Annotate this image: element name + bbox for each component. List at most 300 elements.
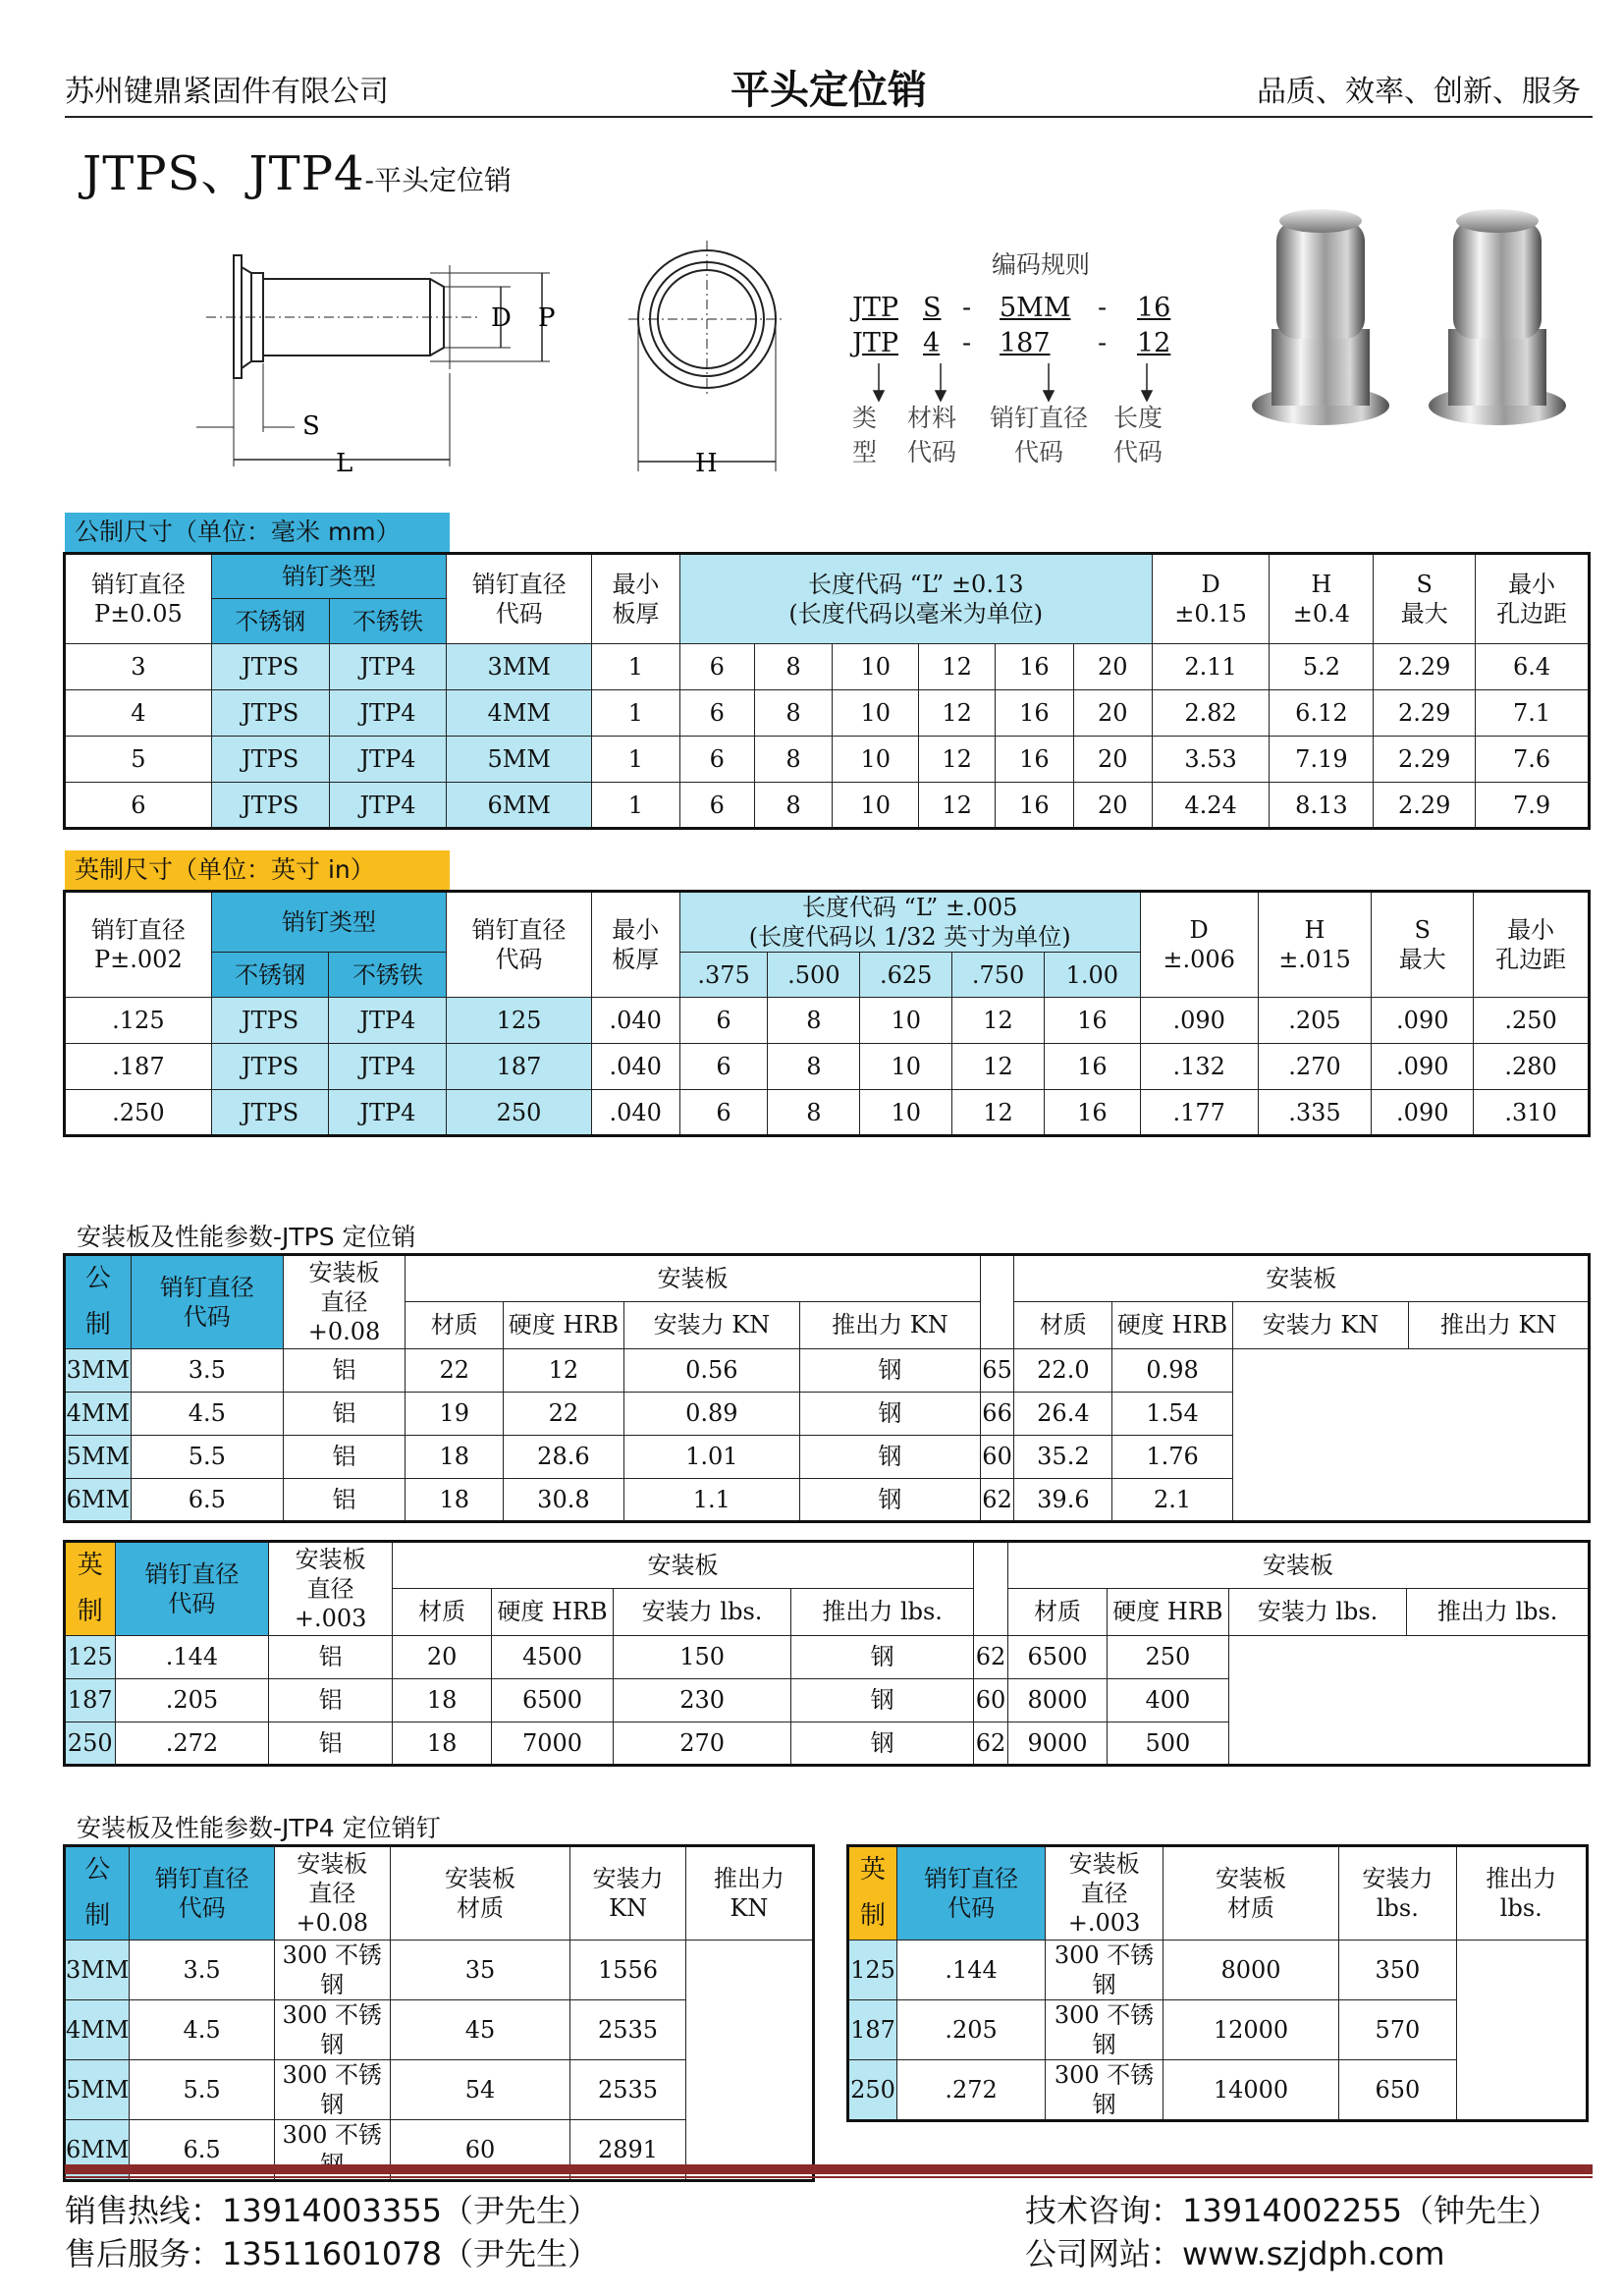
table-cell: .250 bbox=[1474, 998, 1590, 1044]
table-cell: 650 bbox=[1339, 2059, 1456, 2120]
table-row bbox=[848, 1999, 1588, 2059]
table-cell: 0.98 bbox=[1112, 1348, 1232, 1392]
table-cell: 18 bbox=[393, 1678, 492, 1722]
hdr-dia: 安装板 直径 +0.08 bbox=[274, 1846, 390, 1941]
table-row bbox=[65, 1090, 1590, 1136]
table-cell: .205 bbox=[1258, 998, 1372, 1044]
table-cell: JTP4 bbox=[329, 644, 447, 690]
table-row bbox=[65, 1940, 814, 1999]
hdr-code: 销钉直径 代码 bbox=[447, 892, 592, 998]
hdr-mat: 材质 bbox=[1008, 1588, 1108, 1635]
table-cell: 铝 bbox=[283, 1435, 405, 1478]
table-cell: 10 bbox=[833, 783, 919, 829]
table-cell: 19 bbox=[406, 1392, 504, 1435]
table-cell: 6.5 bbox=[130, 2119, 274, 2180]
jtps-imperial-table bbox=[63, 1540, 1591, 1767]
side-label: 英 制 bbox=[848, 1846, 897, 1941]
hdr-l4: 1.00 bbox=[1044, 953, 1140, 998]
hdr-l2: .625 bbox=[860, 953, 952, 998]
table-cell: 45 bbox=[390, 1999, 569, 2059]
hdr-dia: 安装板 直径 +.003 bbox=[1046, 1846, 1163, 1941]
product-name: JTPS、JTP4 bbox=[82, 146, 365, 201]
hdr-si: 不锈铁 bbox=[329, 953, 447, 998]
table-cell: 2.29 bbox=[1374, 737, 1476, 783]
table-cell: 1 bbox=[592, 690, 680, 737]
table-cell: 20 bbox=[393, 1635, 492, 1678]
table-cell: .040 bbox=[591, 1090, 679, 1136]
table-cell: 4 bbox=[65, 690, 212, 737]
jtps-metric-table bbox=[63, 1253, 1591, 1523]
table-cell: 钢 bbox=[800, 1348, 981, 1392]
table-cell: 铝 bbox=[283, 1348, 405, 1392]
table-cell: 12 bbox=[919, 783, 996, 829]
table-cell: 18 bbox=[406, 1478, 504, 1521]
hdr-hrb: 硬度 HRB bbox=[504, 1301, 623, 1348]
table-cell: 12 bbox=[919, 644, 996, 690]
side-label: 公 制 bbox=[65, 1255, 132, 1349]
table-cell: 5.5 bbox=[130, 2059, 274, 2119]
table-cell: 2535 bbox=[570, 2059, 686, 2119]
table-cell: 4.5 bbox=[130, 1999, 274, 2059]
table-row bbox=[65, 1722, 1590, 1765]
table-cell: 铝 bbox=[269, 1678, 393, 1722]
table-cell: .335 bbox=[1258, 1090, 1372, 1136]
table-cell: JTP4 bbox=[329, 1044, 447, 1090]
coding-part: 16 bbox=[1137, 293, 1171, 323]
table-cell: 1 bbox=[592, 644, 680, 690]
table-cell: 20 bbox=[1073, 690, 1152, 737]
table-cell: 10 bbox=[860, 1090, 952, 1136]
table-cell: 65 bbox=[980, 1348, 1014, 1392]
hdr-mat: 安装板 材质 bbox=[1163, 1846, 1338, 1941]
table-cell: 6 bbox=[679, 644, 754, 690]
table-cell: 3.5 bbox=[130, 1940, 274, 1999]
hdr-dia: 销钉直径 P±0.05 bbox=[65, 554, 212, 644]
hdr-code: 销钉直径 代码 bbox=[896, 1846, 1045, 1941]
table-cell: 500 bbox=[1108, 1722, 1229, 1765]
table-cell: 62 bbox=[973, 1635, 1007, 1678]
hdr-l0: .375 bbox=[679, 953, 768, 998]
hdr-min: 最小 板厚 bbox=[591, 892, 679, 998]
table-cell: 钢 bbox=[800, 1392, 981, 1435]
table-cell: 6 bbox=[65, 783, 212, 829]
table-cell: 3.5 bbox=[131, 1348, 283, 1392]
table-cell: 6.5 bbox=[131, 1478, 283, 1521]
table-cell: 16 bbox=[1044, 1090, 1140, 1136]
table-cell: JTP4 bbox=[329, 998, 447, 1044]
table-cell: 187 bbox=[65, 1678, 116, 1722]
table-cell: 8 bbox=[768, 1090, 860, 1136]
table-cell: 6MM bbox=[65, 2119, 130, 2180]
table-row bbox=[65, 1435, 1590, 1478]
table-cell: .272 bbox=[896, 2059, 1045, 2120]
table-cell: 0.56 bbox=[623, 1348, 800, 1392]
label-h: H bbox=[695, 449, 718, 478]
table-cell: .090 bbox=[1372, 1090, 1474, 1136]
table-cell: 250 bbox=[65, 1722, 116, 1765]
table-cell: 250 bbox=[447, 1090, 592, 1136]
table-cell: 0.89 bbox=[623, 1392, 800, 1435]
table-cell: JTPS bbox=[211, 737, 329, 783]
hdr-plate-steel: 安装板 bbox=[1008, 1542, 1590, 1589]
table-cell: 1.76 bbox=[1112, 1435, 1232, 1478]
table-cell: 8 bbox=[754, 690, 833, 737]
tech-support: 技术咨询：13914002255（钟先生） bbox=[1025, 2192, 1559, 2229]
table-cell: 300 不锈钢 bbox=[274, 1940, 390, 1999]
table-cell: 10 bbox=[833, 644, 919, 690]
label-p: P bbox=[538, 303, 556, 333]
table-cell: JTP4 bbox=[329, 737, 447, 783]
sales-hotline: 销售热线：13914003355（尹先生） bbox=[65, 2192, 599, 2229]
hdr-s: S 最大 bbox=[1374, 554, 1476, 644]
table-cell: 22.0 bbox=[1014, 1348, 1112, 1392]
table-cell: 3.53 bbox=[1152, 737, 1270, 783]
pin-photo-2 bbox=[1429, 209, 1566, 425]
table-cell: .205 bbox=[896, 1999, 1045, 2059]
table-cell: 2891 bbox=[570, 2119, 686, 2180]
table-row bbox=[65, 783, 1590, 829]
table-cell: 10 bbox=[860, 998, 952, 1044]
hdr-edge: 最小 孔边距 bbox=[1474, 892, 1590, 998]
table-cell: JTPS bbox=[211, 1044, 329, 1090]
jtp4-metric-table bbox=[63, 1844, 815, 2182]
coding-title: 编码规则 bbox=[991, 250, 1090, 279]
table-cell: 16 bbox=[1044, 1044, 1140, 1090]
table-cell: 125 bbox=[848, 1940, 897, 1999]
product-title bbox=[82, 136, 512, 203]
table-cell: .250 bbox=[65, 1090, 212, 1136]
hdr-edge: 最小 孔边距 bbox=[1476, 554, 1590, 644]
table-cell: 14000 bbox=[1163, 2059, 1338, 2120]
table-row bbox=[65, 644, 1590, 690]
table-cell: 9000 bbox=[1008, 1722, 1108, 1765]
coding-label: 类 型 bbox=[852, 404, 878, 466]
coding-row bbox=[852, 328, 1186, 363]
table-row bbox=[848, 2059, 1588, 2120]
table-cell: 6MM bbox=[65, 1478, 132, 1521]
table-cell: 4MM bbox=[65, 1999, 130, 2059]
coding-label: 材料 代码 bbox=[907, 404, 957, 466]
hdr-hrb: 硬度 HRB bbox=[1112, 1301, 1232, 1348]
table-cell: 1556 bbox=[570, 1940, 686, 1999]
coding-labels bbox=[842, 401, 1196, 469]
table-cell: .310 bbox=[1474, 1090, 1590, 1136]
after-sales: 售后服务：13511601078（尹先生） bbox=[65, 2235, 599, 2272]
table-cell: 钢 bbox=[791, 1635, 974, 1678]
hdr-dia: 安装板 直径 +.003 bbox=[269, 1542, 393, 1636]
hdr-h: H ±0.4 bbox=[1270, 554, 1374, 644]
table-cell: 8 bbox=[754, 644, 833, 690]
table-cell: 12000 bbox=[1163, 1999, 1338, 2059]
coding-part: 5MM bbox=[1000, 293, 1071, 323]
table-cell: 12 bbox=[504, 1348, 623, 1392]
company-name: 苏州键鼎紧固件有限公司 bbox=[65, 75, 389, 109]
table-cell: 6 bbox=[679, 783, 754, 829]
page-title: 平头定位销 bbox=[730, 68, 927, 113]
table-cell: 16 bbox=[996, 737, 1074, 783]
table-cell: 187 bbox=[848, 1999, 897, 2059]
table-cell: 7.9 bbox=[1476, 783, 1590, 829]
table-cell: 62 bbox=[980, 1478, 1014, 1521]
table-cell: 8000 bbox=[1163, 1940, 1338, 1999]
table-cell: 16 bbox=[996, 644, 1074, 690]
table-cell: 2.11 bbox=[1152, 644, 1270, 690]
table-cell: .090 bbox=[1372, 1044, 1474, 1090]
table-row bbox=[65, 1635, 1590, 1678]
metric-tag: 公制尺寸（单位：毫米 mm） bbox=[65, 513, 450, 552]
table-cell: 6.4 bbox=[1476, 644, 1590, 690]
table-cell: 3 bbox=[65, 644, 212, 690]
coding-part: JTP bbox=[852, 328, 898, 358]
coding-part: JTP bbox=[852, 293, 898, 323]
table-cell: 6 bbox=[679, 1044, 768, 1090]
coding-part: - bbox=[1098, 328, 1108, 358]
table-cell: JTPS bbox=[211, 644, 329, 690]
table-row bbox=[65, 1392, 1590, 1435]
table-cell: 30.8 bbox=[504, 1478, 623, 1521]
page-header bbox=[65, 65, 1593, 118]
table-cell: 2.29 bbox=[1374, 690, 1476, 737]
table-cell: 6500 bbox=[1008, 1635, 1108, 1678]
table-cell: 6 bbox=[679, 1090, 768, 1136]
table-cell: 铝 bbox=[269, 1722, 393, 1765]
metric-dimension-table bbox=[63, 552, 1591, 830]
table-cell: 5.2 bbox=[1270, 644, 1374, 690]
coding-rows bbox=[852, 293, 1186, 363]
table-cell: 20 bbox=[1073, 737, 1152, 783]
hdr-push: 推出力 KN bbox=[685, 1846, 813, 1941]
table-cell: .144 bbox=[896, 1940, 1045, 1999]
table-cell: 2535 bbox=[570, 1999, 686, 2059]
imperial-dimension-table bbox=[63, 890, 1591, 1137]
hdr-force: 安装力 lbs. bbox=[1339, 1846, 1456, 1941]
hdr-code: 销钉直径 代码 bbox=[115, 1542, 269, 1636]
table-cell: 4MM bbox=[65, 1392, 132, 1435]
table-cell: 150 bbox=[613, 1635, 790, 1678]
table-cell: 18 bbox=[393, 1722, 492, 1765]
hdr-l3: .750 bbox=[952, 953, 1045, 998]
hdr-len: 长度代码 “L” ±0.13 (长度代码以毫米为单位) bbox=[679, 554, 1152, 644]
table-cell: 6 bbox=[679, 737, 754, 783]
table-cell: 570 bbox=[1339, 1999, 1456, 2059]
table-cell: 230 bbox=[613, 1678, 790, 1722]
table-cell: 8 bbox=[768, 1044, 860, 1090]
table-cell: 8 bbox=[754, 737, 833, 783]
top-view-drawing bbox=[619, 236, 795, 481]
product-subtitle: -平头定位销 bbox=[364, 164, 513, 196]
table-cell: 7000 bbox=[492, 1722, 614, 1765]
table-cell: 35 bbox=[390, 1940, 569, 1999]
table-cell: 6MM bbox=[447, 783, 592, 829]
hdr-force: 安装力 lbs. bbox=[1228, 1588, 1406, 1635]
table-row bbox=[65, 998, 1590, 1044]
table-cell: 300 不锈钢 bbox=[274, 2059, 390, 2119]
table-cell: 22 bbox=[406, 1348, 504, 1392]
hdr-ss: 不锈钢 bbox=[211, 953, 329, 998]
table-cell: 125 bbox=[65, 1635, 116, 1678]
hdr-push: 推出力 lbs. bbox=[1456, 1846, 1587, 1941]
table-cell: .205 bbox=[115, 1678, 269, 1722]
table-cell: 62 bbox=[973, 1722, 1007, 1765]
table-cell: JTPS bbox=[211, 690, 329, 737]
table-cell: 1.01 bbox=[623, 1435, 800, 1478]
table-cell: 7.19 bbox=[1270, 737, 1374, 783]
hdr-force: 安装力 KN bbox=[1232, 1301, 1409, 1348]
table-cell: 1 bbox=[592, 737, 680, 783]
hdr-push: 推出力 lbs. bbox=[791, 1588, 974, 1635]
table-cell: 39.6 bbox=[1014, 1478, 1112, 1521]
table-cell: 8.13 bbox=[1270, 783, 1374, 829]
table-cell: 22 bbox=[504, 1392, 623, 1435]
side-label: 公 制 bbox=[65, 1846, 130, 1941]
table-cell: 1.1 bbox=[623, 1478, 800, 1521]
hdr-plate-al: 安装板 bbox=[393, 1542, 974, 1589]
table-cell: 8 bbox=[754, 783, 833, 829]
table-cell: 300 不锈钢 bbox=[1046, 1999, 1163, 2059]
hdr-hrb: 硬度 HRB bbox=[492, 1588, 614, 1635]
table-cell: 16 bbox=[996, 783, 1074, 829]
table-cell: 60 bbox=[390, 2119, 569, 2180]
table-cell: 8000 bbox=[1008, 1678, 1108, 1722]
hdr-ss: 不锈钢 bbox=[211, 599, 329, 644]
website[interactable]: 公司网站：www.szjdph.com bbox=[1025, 2235, 1445, 2272]
table-cell: 4500 bbox=[492, 1635, 614, 1678]
table-cell: 2.1 bbox=[1112, 1478, 1232, 1521]
table-cell: 10 bbox=[860, 1044, 952, 1090]
hdr-si: 不锈铁 bbox=[329, 599, 447, 644]
table-cell: 187 bbox=[447, 1044, 592, 1090]
table-cell: 270 bbox=[613, 1722, 790, 1765]
table-cell: 300 不锈钢 bbox=[1046, 2059, 1163, 2120]
table-cell: 12 bbox=[952, 998, 1045, 1044]
imperial-tag: 英制尺寸（单位：英寸 in） bbox=[65, 850, 450, 890]
table-row bbox=[65, 737, 1590, 783]
hdr-push: 推出力 KN bbox=[800, 1301, 981, 1348]
table-cell: .125 bbox=[65, 998, 212, 1044]
hdr-h: H ±.015 bbox=[1258, 892, 1372, 998]
table-cell: 12 bbox=[919, 737, 996, 783]
label-l: L bbox=[336, 449, 353, 478]
table-cell: 4.5 bbox=[131, 1392, 283, 1435]
hdr-push: 推出力 KN bbox=[1409, 1301, 1590, 1348]
table-cell: 7.6 bbox=[1476, 737, 1590, 783]
table-cell: .272 bbox=[115, 1722, 269, 1765]
table-cell: 2.29 bbox=[1374, 783, 1476, 829]
table-row bbox=[65, 1044, 1590, 1090]
coding-part: - bbox=[962, 293, 972, 323]
hdr-code: 销钉直径 代码 bbox=[447, 554, 592, 644]
table-cell: .187 bbox=[65, 1044, 212, 1090]
table-cell: 钢 bbox=[800, 1478, 981, 1521]
coding-rule bbox=[844, 246, 1198, 281]
table-row bbox=[65, 1678, 1590, 1722]
table-cell: 300 不锈钢 bbox=[274, 1999, 390, 2059]
table-cell: 12 bbox=[952, 1044, 1045, 1090]
table-cell: 5MM bbox=[447, 737, 592, 783]
table-cell: 6 bbox=[679, 690, 754, 737]
table-cell: 7.1 bbox=[1476, 690, 1590, 737]
table-cell: 4.24 bbox=[1152, 783, 1270, 829]
jtp4-imperial-table bbox=[846, 1844, 1589, 2122]
table-cell: JTPS bbox=[211, 998, 329, 1044]
table-cell: 5MM bbox=[65, 1435, 132, 1478]
table-cell: .280 bbox=[1474, 1044, 1590, 1090]
table-cell: 3MM bbox=[65, 1348, 132, 1392]
hdr-plate-steel: 安装板 bbox=[1014, 1255, 1590, 1302]
coding-part: S bbox=[923, 293, 942, 323]
hdr-type: 销钉类型 bbox=[211, 892, 446, 953]
table-cell: 12 bbox=[952, 1090, 1045, 1136]
coding-label: 长度 代码 bbox=[1113, 404, 1163, 466]
table-cell: 28.6 bbox=[504, 1435, 623, 1478]
table-cell: 10 bbox=[833, 737, 919, 783]
hdr-d: D ±.006 bbox=[1140, 892, 1258, 998]
hdr-d: D ±0.15 bbox=[1152, 554, 1270, 644]
table-cell: 5.5 bbox=[131, 1435, 283, 1478]
hdr-push: 推出力 lbs. bbox=[1407, 1588, 1590, 1635]
coding-part: - bbox=[1098, 293, 1108, 323]
table-cell: .177 bbox=[1140, 1090, 1258, 1136]
hdr-code: 销钉直径 代码 bbox=[130, 1846, 274, 1941]
table-cell: 60 bbox=[980, 1435, 1014, 1478]
hdr-force: 安装力 KN bbox=[570, 1846, 686, 1941]
table-cell: 18 bbox=[406, 1435, 504, 1478]
table-cell: 250 bbox=[1108, 1635, 1229, 1678]
table-cell: 1 bbox=[592, 783, 680, 829]
hdr-type: 销钉类型 bbox=[211, 554, 447, 599]
table-cell: 4MM bbox=[447, 690, 592, 737]
table-cell: .040 bbox=[591, 1044, 679, 1090]
table-cell: 20 bbox=[1073, 644, 1152, 690]
hdr-code: 销钉直径 代码 bbox=[131, 1255, 283, 1349]
table-cell: 1.54 bbox=[1112, 1392, 1232, 1435]
label-s: S bbox=[302, 411, 320, 441]
table-cell: .090 bbox=[1140, 998, 1258, 1044]
table-cell: 3MM bbox=[65, 1940, 130, 1999]
table-cell: 铝 bbox=[269, 1635, 393, 1678]
table-cell: JTP4 bbox=[329, 783, 447, 829]
hdr-mat: 材质 bbox=[1014, 1301, 1112, 1348]
table-row bbox=[65, 1999, 814, 2059]
table-cell: 35.2 bbox=[1014, 1435, 1112, 1478]
hdr-hrb: 硬度 HRB bbox=[1108, 1588, 1229, 1635]
table-row bbox=[848, 1940, 1588, 1999]
hdr-min: 最小 板厚 bbox=[592, 554, 680, 644]
hdr-plate-al: 安装板 bbox=[406, 1255, 981, 1302]
footer-divider bbox=[65, 2164, 1593, 2174]
gap bbox=[973, 1542, 1007, 1636]
table-cell: 2.29 bbox=[1374, 644, 1476, 690]
product-photo bbox=[1232, 191, 1586, 452]
footer-divider-thin bbox=[65, 2176, 1593, 2178]
table-cell: 5 bbox=[65, 737, 212, 783]
table-cell: 66 bbox=[980, 1392, 1014, 1435]
hdr-dia: 销钉直径 P±.002 bbox=[65, 892, 212, 998]
table-cell: 5MM bbox=[65, 2059, 130, 2119]
table-cell: 400 bbox=[1108, 1678, 1229, 1722]
table-cell: 6 bbox=[679, 998, 768, 1044]
slogan: 品质、效率、创新、服务 bbox=[1257, 75, 1581, 109]
table-cell: 300 不锈 bbox=[274, 2119, 390, 2180]
table-cell: 铝 bbox=[283, 1478, 405, 1521]
table-cell: .040 bbox=[591, 998, 679, 1044]
table-cell: .090 bbox=[1372, 998, 1474, 1044]
coding-label: 销钉直径 代码 bbox=[990, 404, 1089, 466]
table-cell: 6500 bbox=[492, 1678, 614, 1722]
table-row bbox=[65, 690, 1590, 737]
hdr-len: 长度代码 “L” ±.005 (长度代码以 1/32 英寸为单位) bbox=[679, 892, 1140, 953]
table-cell: 12 bbox=[919, 690, 996, 737]
